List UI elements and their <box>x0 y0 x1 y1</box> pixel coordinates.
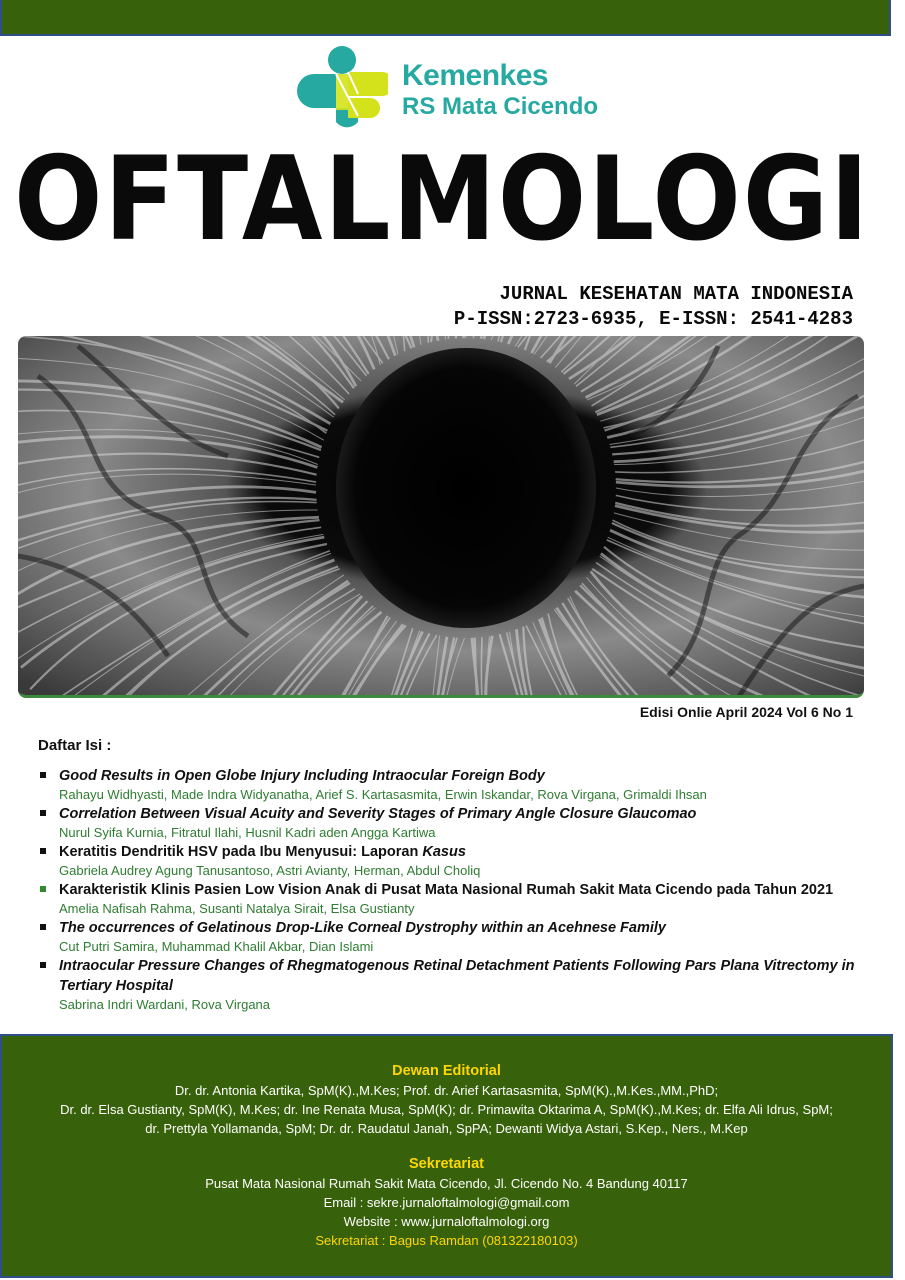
edition-label: Edisi Onlie April 2024 Vol 6 No 1 <box>639 704 853 720</box>
article-title-main: Keratitis Dendritik HSV pada Ibu Menyusui: Laporan <box>59 844 423 860</box>
toc-item[interactable] <box>38 956 868 1014</box>
editorial-line: Dr. dr. Elsa Gustianty, SpM(K), M.Kes; dr. Ine Renata Musa, SpM(K); dr. Primawita Oktarima A, SpM(K).,M.Kes; dr. Elfa Ali Idrus, SpM; <box>60 1102 833 1117</box>
secretariat-address: Pusat Mata Nasional Rumah Sakit Mata Cicendo, Jl. Cicendo No. 4 Bandung 40117 <box>205 1176 688 1191</box>
cover-eye-image <box>18 336 864 698</box>
editorial-line: dr. Prettyla Yollamanda, SpM; Dr. dr. Raudatul Janah, SpPA; Dewanti Widya Astari, S.Kep., Ners., M.Kep <box>145 1121 748 1136</box>
toc-item[interactable] <box>38 804 868 842</box>
toc-heading: Daftar Isi : <box>38 737 112 754</box>
toc-item[interactable] <box>38 880 868 918</box>
secretariat-contact: Sekretariat : Bagus Ramdan (081322180103) <box>315 1233 578 1248</box>
article-authors: Nurul Syifa Kurnia, Fitratul Ilahi, Husnil Kadri aden Angga Kartiwa <box>59 825 436 840</box>
article-title[interactable]: Correlation Between Visual Acuity and Severity Stages of Primary Angle Closure Glaucomao <box>59 806 697 822</box>
journal-subtitle: JURNAL KESEHATAN MATA INDONESIA <box>499 283 853 305</box>
article-title[interactable]: Good Results in Open Globe Injury Including Intraocular Foreign Body <box>59 768 545 784</box>
top-band <box>0 0 891 36</box>
editorial-line: Dr. dr. Antonia Kartika, SpM(K).,M.Kes; Prof. dr. Arief Kartasasmita, SpM(K).,M.Kes.,MM.,PhD; <box>174 1083 719 1098</box>
article-authors: Gabriela Audrey Agung Tanusantoso, Astri Avianty, Herman, Abdul Choliq <box>59 863 481 878</box>
article-title[interactable] <box>59 842 868 862</box>
footer-panel <box>0 1034 893 1278</box>
article-title[interactable]: Intraocular Pressure Changes of Rhegmatogenous Retinal Detachment Patients Following Pars Plana Vitrectomy in Tertiary Hospital <box>59 958 855 994</box>
article-title-emphasis: Kasus <box>422 844 466 860</box>
article-authors: Cut Putri Samira, Muhammad Khalil Akbar, Dian Islami <box>59 939 374 954</box>
brand-subname: RS Mata Cicendo <box>402 93 599 120</box>
article-authors: Sabrina Indri Wardani, Rova Virgana <box>59 997 271 1012</box>
article-authors: Rahayu Widhyasti, Made Indra Widyanatha, Arief S. Kartasasmita, Erwin Iskandar, Rova Virgana, Grimaldi Ihsan <box>59 787 707 802</box>
toc-item[interactable] <box>38 842 868 880</box>
brand-name: Kemenkes <box>402 59 549 92</box>
bullet-icon <box>40 848 46 854</box>
article-title[interactable]: Karakteristik Klinis Pasien Low Vision Anak di Pusat Mata Nasional Rumah Sakit Mata Cicendo pada Tahun 2021 <box>59 882 834 898</box>
secretariat-email[interactable]: Email : sekre.jurnaloftalmologi@gmail.com <box>323 1195 570 1210</box>
bullet-icon <box>40 772 46 778</box>
eye-iris-illustration <box>18 336 864 698</box>
secretariat-heading: Sekretariat <box>409 1156 484 1172</box>
masthead-title: OFTALMOLOGI <box>14 132 871 267</box>
article-title[interactable]: The occurrences of Gelatinous Drop-Like Corneal Dystrophy within an Acehnese Family <box>59 920 666 936</box>
editorial-heading: Dewan Editorial <box>392 1063 501 1079</box>
toc-item[interactable] <box>38 766 868 804</box>
bullet-icon <box>40 924 46 930</box>
secretariat-website[interactable]: Website : www.jurnaloftalmologi.org <box>343 1214 550 1229</box>
bullet-icon <box>40 810 46 816</box>
table-of-contents <box>38 766 868 1014</box>
kemenkes-logo <box>296 44 388 138</box>
bullet-icon <box>40 962 46 968</box>
toc-item[interactable] <box>38 918 868 956</box>
article-authors: Amelia Nafisah Rahma, Susanti Natalya Sirait, Elsa Gustianty <box>59 901 415 916</box>
journal-issn: P-ISSN:2723-6935, E-ISSN: 2541-4283 <box>453 308 853 330</box>
bullet-icon <box>40 886 46 892</box>
